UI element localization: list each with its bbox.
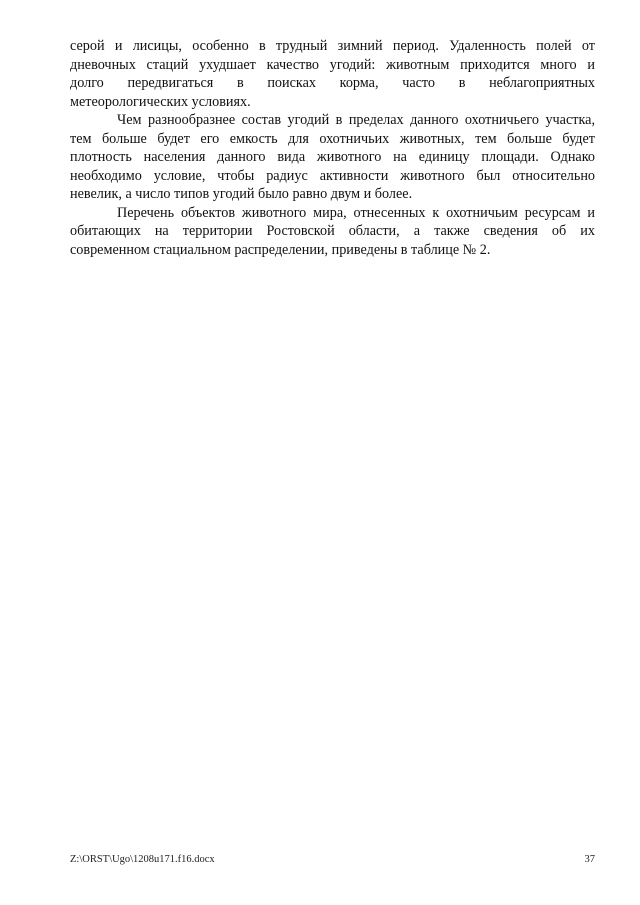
text-line: дневочных стаций ухудшает качество угодий: животным приходится много и <box>70 56 595 73</box>
paragraph-1 <box>70 37 595 111</box>
text-line: невелик, а число типов угодий было равно двум и более. <box>70 186 413 202</box>
text-line: обитающих на территории Ростовской области, а также сведения об их <box>70 223 595 239</box>
footer-page-number: 37 <box>584 854 595 865</box>
text-line: Перечень объектов животного мира, отнесенных к охотничьим ресурсам и <box>117 204 595 221</box>
text-line: тем больше будет его емкость для охотничьих животных, тем больше будет <box>70 130 595 147</box>
paragraph-3 <box>70 204 595 260</box>
paragraph-2 <box>70 111 595 204</box>
text-line: плотность населения данного вида животного на единицу площади. Однако <box>70 149 595 165</box>
footer-file-path: Z:\ORST\Ugo\1208u171.f16.docx <box>70 854 215 865</box>
text-line: серой и лисицы, особенно в трудный зимний период. Удаленность полей от <box>70 38 595 54</box>
text-line: современном стациальном распределении, приведены в таблице № 2. <box>70 241 491 258</box>
document-body <box>70 37 595 259</box>
text-line: метеорологических условиях. <box>70 93 251 110</box>
text-line: Чем разнообразнее состав угодий в пределах данного охотничьего участка, <box>117 112 595 128</box>
text-line: необходимо условие, чтобы радиус активности животного был относительно <box>70 167 595 184</box>
text-line: долго передвигаться в поисках корма, часто в неблагоприятных <box>70 75 595 91</box>
